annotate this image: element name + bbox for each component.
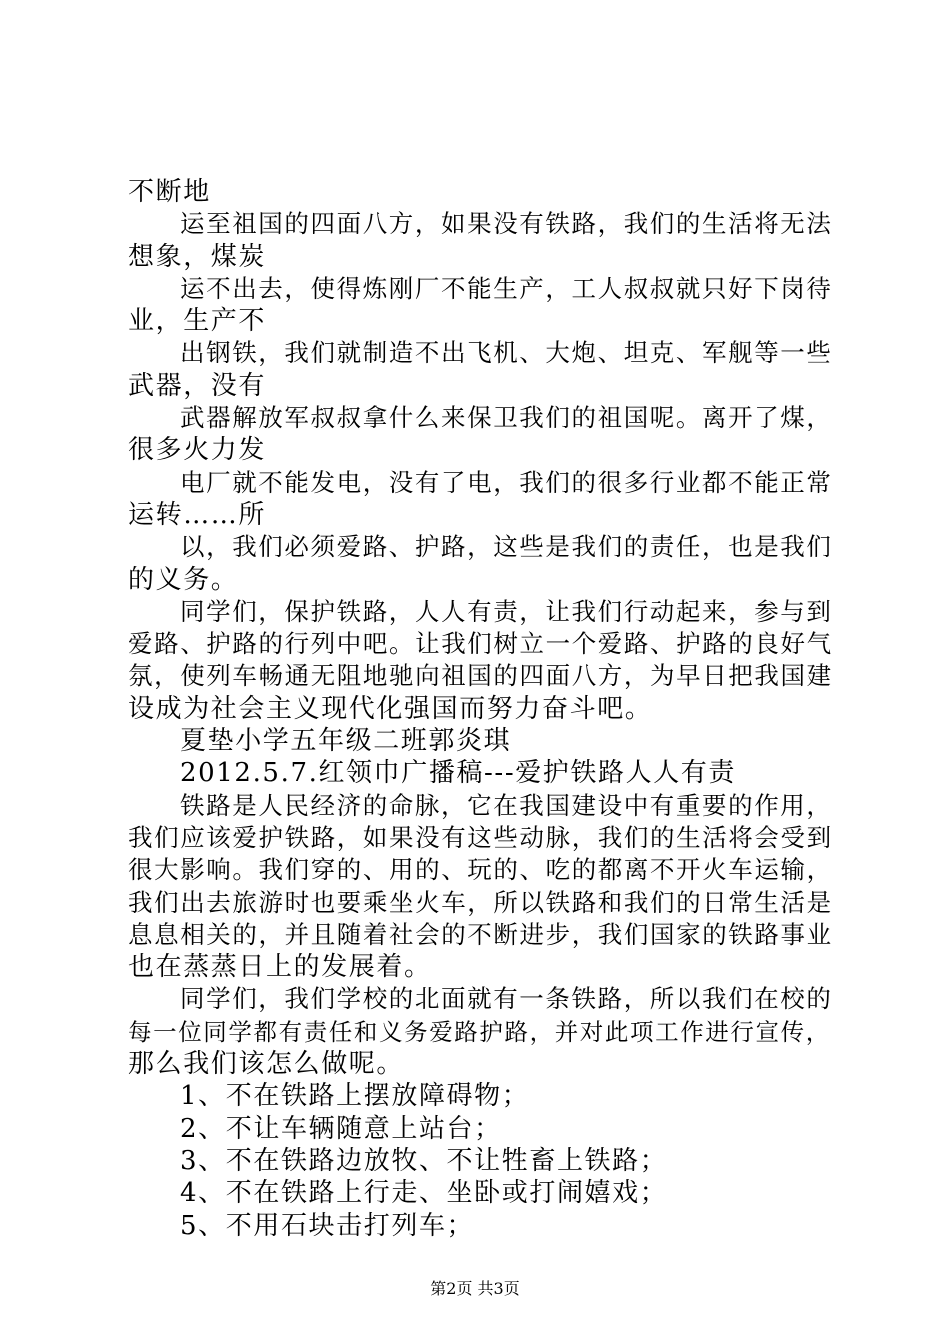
text-line: 同学们，保护铁路，人人有责，让我们行动起来，参与到 — [180, 596, 833, 626]
text-line: 运转……所 — [128, 499, 267, 530]
text-line: 运不出去，使得炼刚厂不能生产，工人叔叔就只好下岗待 — [180, 273, 833, 303]
text-line: 不断地 — [128, 177, 211, 207]
text-line: 电厂就不能发电，没有了电，我们的很多行业都不能正常 — [180, 467, 833, 497]
text-line: 铁路是人民经济的命脉，它在我国建设中有重要的作用， — [180, 790, 833, 820]
text-line: 业，生产不 — [128, 306, 267, 337]
document-body — [128, 176, 832, 1242]
list-item: 5、不用石块击打列车； — [180, 1210, 475, 1241]
list-item: 4、不在铁路上行走、坐卧或打闹嬉戏； — [180, 1178, 668, 1209]
list-item: 3、不在铁路边放牧、不让牲畜上铁路； — [180, 1145, 668, 1176]
text-line: 我们应该爱护铁路，如果没有这些动脉，我们的生活将会受到 — [128, 822, 833, 852]
date-title-line: 2012.5.7.红领巾广播稿---爱护铁路人人有责 — [180, 758, 737, 789]
text-line: 以，我们必须爱路、护路，这些是我们的责任，也是我们 — [180, 532, 833, 562]
text-line: 也在蒸蒸日上的发展着。 — [128, 952, 432, 983]
text-line: 运至祖国的四面八方，如果没有铁路，我们的生活将无法 — [180, 209, 833, 239]
text-line: 设成为社会主义现代化强国而努力奋斗吧。 — [128, 693, 653, 724]
page-number-footer: 第2页 共3页 — [430, 1279, 520, 1298]
text-line: 每一位同学都有责任和义务爱路护路，并对此项工作进行宣传， — [128, 1017, 831, 1046]
text-line: 很多火力发 — [128, 435, 267, 466]
author-line: 夏垫小学五年级二班郭炎琪 — [180, 726, 512, 757]
text-line: 那么我们该怎么做呢。 — [128, 1049, 405, 1080]
text-line: 息息相关的，并且随着社会的不断进步，我们国家的铁路事业 — [128, 919, 833, 949]
list-item: 2、不让车辆随意上站台； — [180, 1113, 502, 1144]
list-item: 1、不在铁路上摆放障碍物； — [180, 1081, 530, 1112]
text-line: 我们出去旅游时也要乘坐火车，所以铁路和我们的日常生活是 — [128, 887, 833, 917]
text-line: 出钢铁，我们就制造不出飞机、大炮、坦克、军舰等一些 — [180, 338, 833, 368]
text-line: 很大影响。我们穿的、用的、玩的、吃的都离不开火车运输， — [128, 855, 833, 885]
text-line: 武器，没有 — [128, 370, 267, 401]
text-line: 爱路、护路的行列中吧。让我们树立一个爱路、护路的良好气 — [128, 629, 833, 659]
text-line: 的义务。 — [128, 564, 239, 595]
text-line: 同学们，我们学校的北面就有一条铁路，所以我们在校的 — [180, 984, 833, 1014]
text-line: 氛，使列车畅通无阻地驰向祖国的四面八方，为早日把我国建 — [128, 661, 833, 691]
text-line: 武器解放军叔叔拿什么来保卫我们的祖国呢。离开了煤， — [180, 403, 833, 433]
text-line: 想象，煤炭 — [128, 241, 267, 272]
